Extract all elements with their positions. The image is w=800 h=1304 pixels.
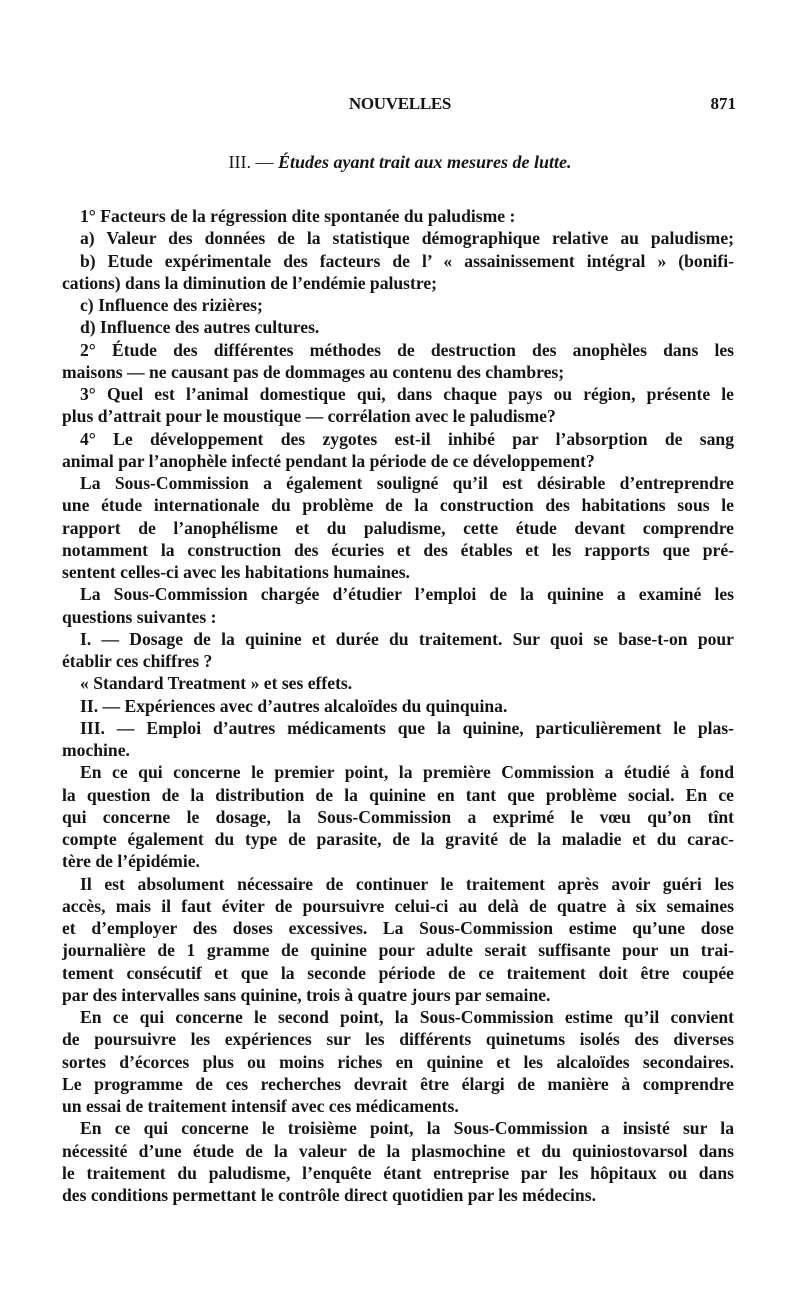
text-line: de poursuivre les expériences sur les différents quinetums isolés des diverses [62, 1029, 734, 1050]
text-line: sentent celles-ci avec les habitations humaines. [62, 562, 410, 582]
running-title: NOUVELLES [348, 94, 452, 113]
text-line: une étude internationale du problème de la construction des habitations sous le [62, 495, 734, 516]
page-header [62, 94, 738, 118]
text-line: tère de l’épidémie. [62, 851, 200, 872]
text-line: d) Influence des autres cultures. [80, 317, 320, 338]
page-number: 871 [710, 94, 736, 113]
text-line: En ce qui concerne le troisième point, la Sous-Commission a insisté sur la [80, 1118, 734, 1139]
body-text [62, 205, 734, 1206]
text-line: animal par l’anophèle infecté pendant la période de ce développement? [62, 450, 595, 471]
text-line: c) Influence des rizières; [80, 295, 263, 315]
text-line: le traitement du paludisme, l’enquête étant entreprise par les hôpitaux ou dans [62, 1162, 734, 1183]
text-line: En ce qui concerne le second point, la Sous-Commission estime qu’il convient [80, 1007, 734, 1027]
text-line: Le programme de ces recherches devrait être élargi de manière à comprendre [62, 1073, 734, 1094]
text-line: 1° Facteurs de la régression dite spontanée du paludisme : [80, 206, 516, 226]
section-title: Études ayant trait aux mesures de lutte. [277, 152, 572, 172]
text-line: 4° Le développement des zygotes est-il inhibé par l’absorption de sang [80, 428, 734, 449]
text-line: 3° Quel est l’animal domestique qui, dans chaque pays ou région, présente le [80, 384, 734, 404]
text-line: La Sous-Commission chargée d’étudier l’emploi de la quinine a examiné les [80, 584, 734, 605]
text-line: b) Etude expérimentale des facteurs de l’ « assainissement intégral » (bonifi- [80, 250, 734, 271]
text-line: I. — Dosage de la quinine et durée du traitement. Sur quoi se base-t-on pour [80, 628, 734, 649]
text-line: journalière de 1 gramme de quinine pour adulte serait suffisante pour un trai- [62, 940, 734, 961]
text-line: En ce qui concerne le premier point, la première Commission a étudié à fond [80, 762, 734, 783]
text-line: maisons — ne causant pas de dommages au contenu des chambres; [62, 361, 565, 382]
text-line: compte également du type de parasite, de la gravité de la maladie et du carac- [62, 829, 734, 849]
text-line: et d’employer des doses excessives. La Sous-Commission estime qu’une dose [62, 918, 734, 938]
text-line: accès, mais il faut éviter de poursuivre celui-ci au delà de quatre à six semaines [62, 895, 734, 916]
text-line: cations) dans la diminution de l’endémie palustre; [62, 272, 438, 293]
text-line: plus d’attrait pour le moustique — corrélation avec le paludisme? [62, 406, 556, 427]
text-line: III. — Emploi d’autres médicaments que la quinine, particulièrement le plas- [80, 717, 734, 738]
text-line: 2° Étude des différentes méthodes de destruction des anophèles dans les [80, 339, 734, 360]
text-line: rapport de l’anophélisme et du paludisme, cette étude devant comprendre [62, 517, 734, 538]
text-line: II. — Expériences avec d’autres alcaloïdes du quinquina. [80, 695, 508, 716]
text-line: qui concerne le dosage, la Sous-Commission a exprimé le vœu qu’on tînt [62, 806, 734, 827]
text-line: par des intervalles sans quinine, trois à quatre jours par semaine. [62, 984, 551, 1005]
text-line: nécessité d’une étude de la valeur de la plasmochine et du quiniostovarsol dans [62, 1140, 734, 1161]
text-line: a) Valeur des données de la statistique démographique relative au paludisme; [80, 228, 734, 249]
text-line: mochine. [62, 740, 130, 760]
section-heading [62, 152, 738, 173]
text-line: notamment la construction des écuries et des étables et les rapports que pré- [62, 539, 734, 560]
text-line: la question de la distribution de la quinine en tant que problème social. En ce [62, 784, 734, 805]
text-line: Il est absolument nécessaire de continuer le traitement après avoir guéri les [80, 873, 734, 894]
text-line: questions suivantes : [62, 606, 217, 627]
text-line: établir ces chiffres ? [62, 651, 213, 671]
text-line: La Sous-Commission a également souligné qu’il est désirable d’entreprendre [80, 473, 734, 493]
text-line: sortes d’écorces plus ou moins riches en quinine et les alcaloïdes secondaires. [62, 1051, 734, 1072]
text-line: des conditions permettant le contrôle direct quotidien par les médecins. [62, 1185, 596, 1205]
text-line: un essai de traitement intensif avec ces médicaments. [62, 1096, 459, 1116]
text-line: « Standard Treatment » et ses effets. [80, 673, 353, 694]
section-number: III. — [228, 152, 274, 172]
text-line: tement consécutif et que la seconde période de ce traitement doit être coupée [62, 962, 734, 983]
